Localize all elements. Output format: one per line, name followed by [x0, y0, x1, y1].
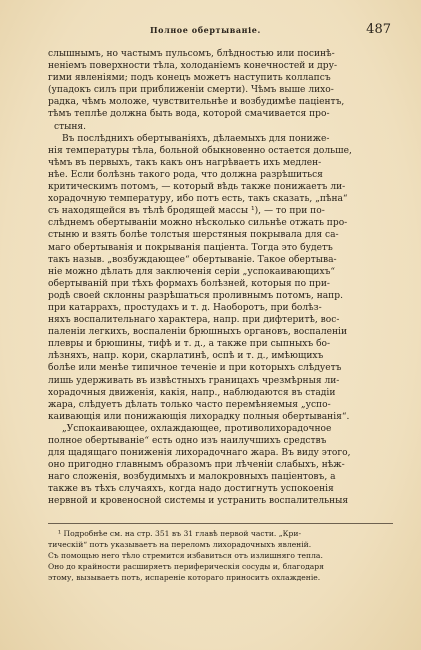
- page-number: 487: [366, 22, 391, 37]
- text-line: жара, слѣдуетъ дѣлать только часто перемѣняемыя „успо-: [48, 399, 331, 410]
- text-line: каивающія или понижающія лихорадку полныя обертыванія“.: [48, 411, 350, 422]
- text-line: нѣе. Если болѣзнь такого рода, что должна разрѣшиться: [48, 169, 323, 180]
- text-line: Въ послѣднихъ обертываніяхъ, дѣлаемыхъ для пониже-: [62, 133, 330, 144]
- footnote-line: этому, вызываетъ потъ, испареніе котораго приноситъ охлажденіе.: [48, 573, 321, 582]
- text-line: лишь удерживать въ извѣстныхъ границахъ чрезмѣрныя ли-: [48, 375, 340, 386]
- footnote-line: Съ помощью него тѣло стремится избавиться отъ излишняго тепла.: [48, 551, 323, 560]
- text-line: оно пригодно главнымъ образомъ при лѣченіи слабыхъ, нѣж-: [48, 460, 345, 471]
- text-line: съ находящейся въ тѣлѣ бродящей массы ¹), — то при по-: [48, 206, 325, 217]
- text-line: болѣе или менѣе типичное теченіе и при которыхъ слѣдуетъ: [48, 363, 342, 374]
- text-line: тѣмъ теплѣе должна быть вода, которой смачивается про-: [48, 109, 330, 120]
- text-line: (упадокъ силъ при приближеніи смерти). Чѣмъ выше лихо-: [48, 85, 334, 96]
- footnote-divider: [48, 523, 393, 524]
- text-line: „Успокаивающее, охлаждающее, противолихорадочное: [62, 423, 332, 434]
- text-line: родѣ своей склонны разрѣшаться проливнымъ потомъ, напр.: [48, 290, 343, 301]
- text-line: хорадочныя движенія, какія, напр., наблюдаются въ стадіи: [48, 387, 336, 398]
- page-header: [50, 22, 391, 38]
- footnote-line: Оно до крайности расширяетъ периферическія сосуды и, благодаря: [48, 562, 324, 571]
- text-line: лѣзняхъ, напр. кори, скарлатинѣ, оспѣ и т. д., имѣющихъ: [48, 351, 324, 362]
- text-line: слѣднемъ обертываніи можно нѣсколько сильнѣе отжать про-: [48, 218, 348, 229]
- text-line: чѣмъ въ первыхъ, такъ какъ онъ нагрѣваетъ ихъ медлен-: [48, 157, 322, 168]
- footnotes: [48, 528, 393, 583]
- text-line: нервной и кровеносной системы и устранить воспалительныя: [48, 496, 349, 507]
- text-line: при катаррахъ, простудахъ и т. д. Наоборотъ, при болѣз-: [48, 302, 322, 313]
- text-line: маго обертыванія и покрыванія паціента. Тогда это будетъ: [48, 242, 333, 253]
- text-line: стыня.: [54, 121, 87, 132]
- text-line: неніемъ поверхности тѣла, холоданіемъ конечностей и дру-: [48, 61, 338, 72]
- running-title: Полное обертываніе.: [150, 25, 261, 35]
- text-line: паленіи легкихъ, воспаленіи брюшныхъ органовъ, воспаленіи: [48, 327, 348, 338]
- footnote-line: тическій“ потъ указываетъ на переломъ лихорадочныхъ явленій.: [48, 540, 312, 549]
- text-line: наго сложенія, возбудимыхъ и малокровныхъ паціентовъ, а: [48, 472, 336, 483]
- text-line: слышнымъ, но частымъ пульсомъ, блѣдностью или посинѣ-: [48, 49, 335, 59]
- text-line: ніе можно дѣлать для заключенія серіи „успокаивающихъ“: [48, 266, 336, 277]
- text-line: няхъ воспалительнаго характера, напр. при дифтеритѣ, вос-: [48, 315, 340, 326]
- text-line: плевры и брюшины, тифѣ и т. д., а также при сыпныхъ бо-: [48, 339, 331, 350]
- text-line: полное обертываніе“ есть одно изъ наилучшихъ средствъ: [48, 436, 327, 446]
- text-line: гими явленіями; подъ конецъ можетъ наступить коллапсъ: [48, 73, 331, 84]
- text-line: также въ тѣхъ случаяхъ, когда надо достигнуть успокоенія: [48, 484, 334, 495]
- text-line: стыню и взять болѣе толстыя шерстяныя покрывала для са-: [48, 230, 339, 241]
- text-line: такъ назыв. „возбуждающее“ обертываніе. Такое обертыва-: [48, 254, 337, 265]
- text-line: нія температуры тѣла, больной обыкновенно остается дольше,: [48, 145, 352, 156]
- text-line: радка, чѣмъ моложе, чувствительнѣе и возбудимѣе паціентъ,: [48, 97, 345, 108]
- text-line: критическимъ потомъ, — который вѣдь также понижаетъ ли-: [48, 182, 346, 193]
- text-line: хорадочную температуру, ибо потъ есть, такъ сказать, „пѣна“: [48, 194, 348, 205]
- body-text: [48, 48, 393, 508]
- text-line: обертываній при тѣхъ формахъ болѣзней, которыя по при-: [48, 278, 330, 289]
- text-line: для щадящаго пониженія лихорадочнаго жара. Въ виду этого,: [48, 448, 351, 459]
- footnote-line: ¹ Подробнѣе см. на стр. 351 въ 31 главѣ первой части. „Кри-: [58, 529, 302, 538]
